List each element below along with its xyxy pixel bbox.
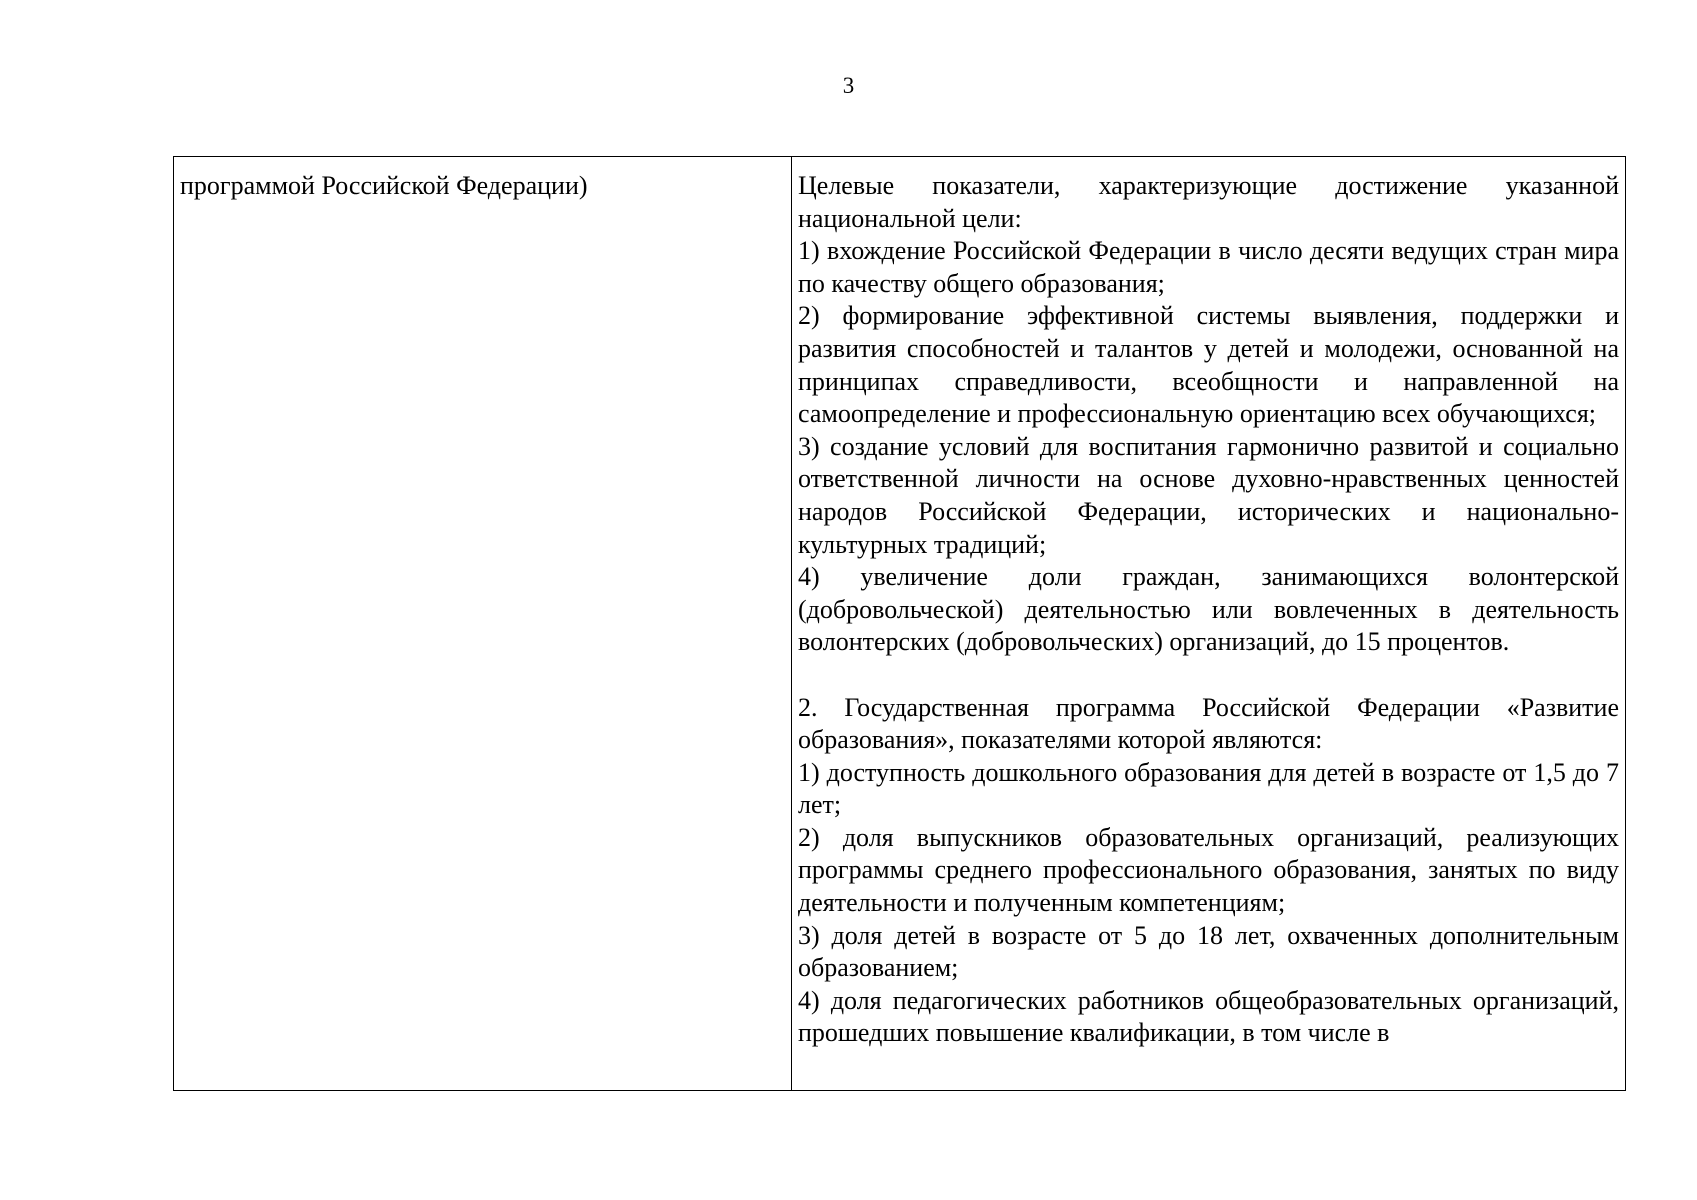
table-cell-left bbox=[174, 157, 792, 1090]
left-cell-text: программой Российской Федерации) bbox=[180, 171, 588, 200]
block1-item-2: 2) формирование эффективной системы выявления, поддержки и развития способностей и талантов у детей и молодежи, основанной на принципах справедливости, всеобщности и направленной на самоопределение и профессиональную ориентацию всех обучающихся; bbox=[798, 301, 1619, 429]
block1-item-4: 4) увеличение доли граждан, занимающихся волонтерской (добровольческой) деятельностью или вовлеченных в деятельность волонтерских (добровольческих) организаций, до 15 процентов. bbox=[798, 562, 1619, 657]
block1-item-3: 3) создание условий для воспитания гармонично развитой и социально ответственной личности на основе духовно-нравственных ценностей народов Российской Федерации, исторических и национально-культурных традиций; bbox=[798, 431, 1619, 559]
block2-intro: 2. Государственная программа Российской Федерации «Развитие образования», показателями которой являются: bbox=[798, 692, 1619, 755]
block2-item-1: 1) доступность дошкольного образования для детей в возрасте от 1,5 до 7 лет; bbox=[798, 757, 1619, 820]
block2-item-4: 4) доля педагогических работников общеобразовательных организаций, прошедших повышение квалификации, в том числе в bbox=[798, 985, 1619, 1048]
block1-intro: Целевые показатели, характеризующие достижение указанной национальной цели: bbox=[798, 171, 1619, 233]
page-number: 3 bbox=[842, 73, 855, 98]
table-cell-right bbox=[792, 157, 1625, 1090]
block2-item-2: 2) доля выпускников образовательных организаций, реализующих программы среднего профессионального образования, занятых по виду деятельности и полученным компетенциям; bbox=[798, 822, 1619, 918]
block2-item-3: 3) доля детей в возрасте от 5 до 18 лет, охваченных дополнительным образованием; bbox=[798, 920, 1619, 983]
block1-item-1: 1) вхождение Российской Федерации в число десяти ведущих стран мира по качеству общего образования; bbox=[798, 236, 1619, 298]
document-table bbox=[173, 156, 1626, 1091]
paragraph-gap bbox=[798, 659, 1619, 692]
